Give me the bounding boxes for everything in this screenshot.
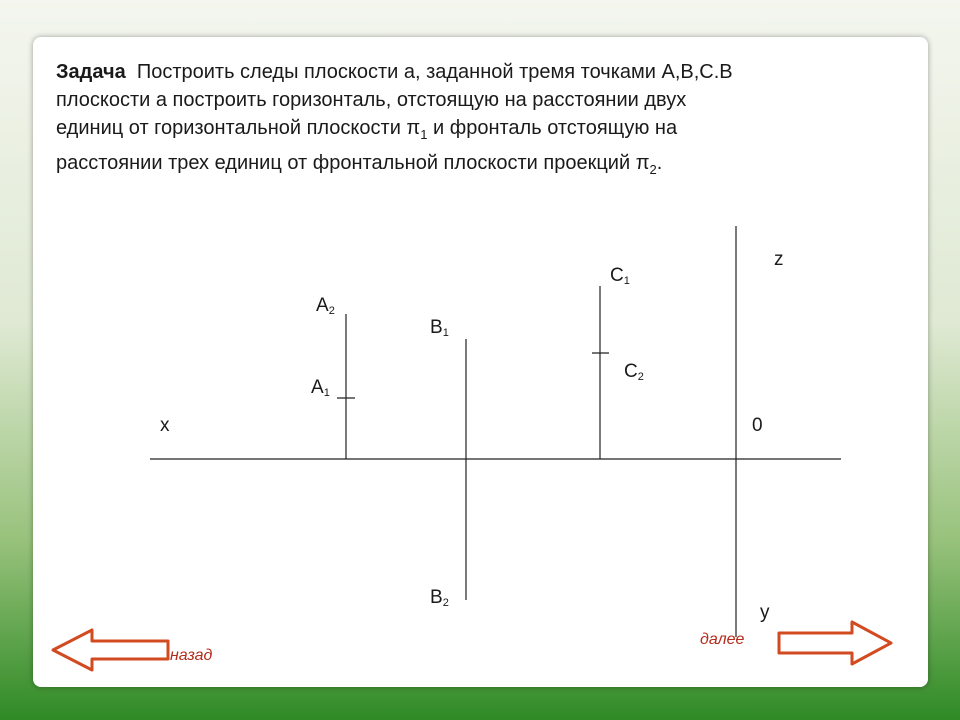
left-arrow-icon (53, 630, 168, 670)
label-a2: $A_2$ (316, 295, 335, 317)
task-line-4b: . (656, 152, 663, 174)
task-line-3-sub: 1 (420, 127, 428, 142)
task-line-4a: расстоянии трех единиц от фронтальной плоскости проекций π (56, 152, 650, 174)
label-b1: $B_1$ (430, 317, 449, 339)
label-a1: $A_1$ (311, 377, 330, 399)
label-x: x (160, 415, 170, 436)
label-c2: $C_2$ (624, 361, 644, 383)
next-link[interactable]: далее (700, 631, 745, 648)
label-c1: $C_1$ (610, 265, 630, 287)
back-arrow-button[interactable] (50, 627, 172, 673)
task-line-2: плоскости а построить горизонталь, отстоящую на расстоянии двух (56, 89, 687, 111)
watermark-text: Shared (770, 660, 852, 687)
right-arrow-icon (779, 622, 891, 664)
task-line-3b: и фронталь отстоящую на (427, 117, 678, 139)
task-line-3a: единиц от горизонтальной плоскости π (56, 117, 421, 139)
task-line-1: Построить следы плоскости а, заданной тремя точками А,В,С.В (136, 61, 733, 83)
label-b2: $B_2$ (430, 587, 449, 609)
back-link[interactable]: назад (170, 647, 213, 664)
label-y: y (760, 602, 770, 623)
task-line-4-sub: 2 (649, 162, 657, 177)
task-heading: Задача (56, 61, 126, 83)
label-origin: 0 (752, 415, 763, 436)
label-z: z (774, 249, 784, 270)
